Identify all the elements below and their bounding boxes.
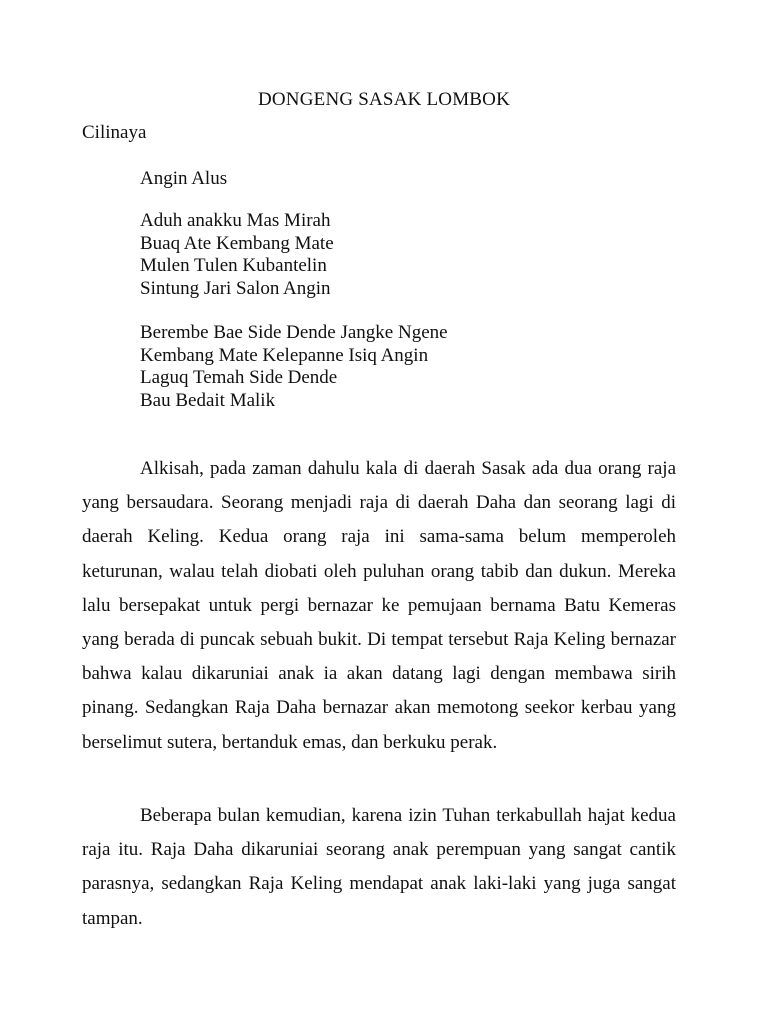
poem-heading: Angin Alus (140, 168, 228, 189)
poem-stanza-2 (140, 322, 448, 412)
story-paragraph-1: Alkisah, pada zaman dahulu kala di daerah Sasak ada dua orang raja yang bersaudara. Seorang menjadi raja di daerah Daha dan seorang lagi di daerah Keling. Kedua orang raja ini sama-sama belum memperoleh keturunan, walau telah diobati oleh puluhan orang tabib dan dukun. Mereka lalu bersepakat untuk pergi bernazar ke pemujaan bernama Batu Kemeras yang berada di puncak sebuah bukit. Di tempat tersebut Raja Keling bernazar bahwa kalau dikaruniai anak ia akan datang lagi dengan membawa sirih pinang. Sedangkan Raja Daha bernazar akan memotong seekor kerbau yang berselimut sutera, bertanduk emas, dan berkuku perak. (82, 458, 676, 753)
poem-line: Mulen Tulen Kubantelin (140, 255, 327, 276)
poem-line: Sintung Jari Salon Angin (140, 277, 331, 299)
document-title: DONGENG SASAK LOMBOK (257, 89, 511, 110)
story-paragraph-2: Beberapa bulan kemudian, karena izin Tuhan terkabullah hajat kedua raja itu. Raja Daha dikaruniai seorang anak perempuan yang sangat cantik parasnya, sedangkan Raja Keling mendapat anak laki-laki yang juga sangat tampan. (82, 805, 676, 929)
poem-line: Aduh anakku Mas Mirah (140, 210, 331, 231)
poem-line: Kembang Mate Kelepanne Isiq Angin (140, 344, 429, 366)
poem-line: Laguq Temah Side Dende (140, 367, 338, 388)
poem-line: Buaq Ate Kembang Mate (140, 232, 334, 254)
poem-line: Bau Bedait Malik (140, 389, 276, 411)
story-title: Cilinaya (82, 122, 147, 143)
poem-line: Berembe Bae Side Dende Jangke Ngene (140, 322, 448, 343)
poem-stanza-1 (140, 210, 334, 300)
